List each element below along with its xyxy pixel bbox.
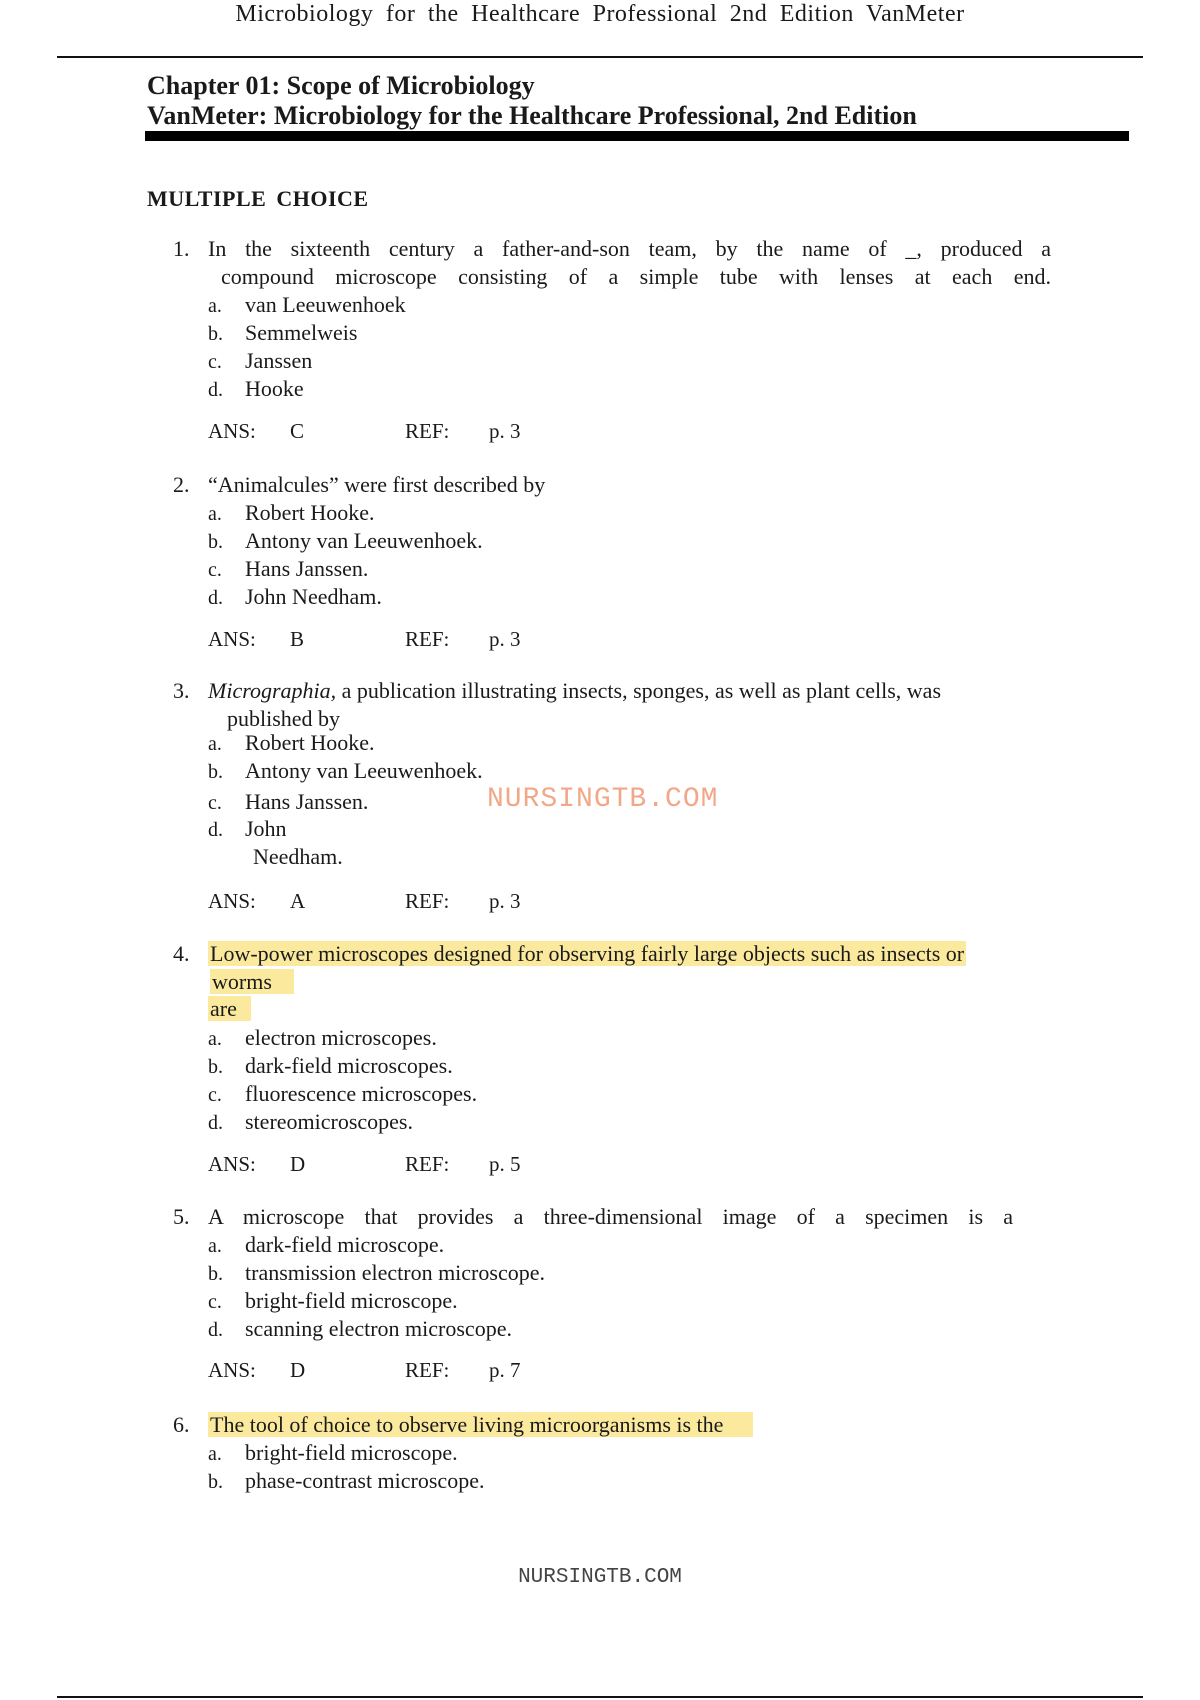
option-c[interactable] (208, 1287, 545, 1315)
option-text: Antony van Leeuwenhoek. (245, 758, 483, 783)
ref-label: REF: (405, 419, 450, 443)
question-number: 6. (173, 1412, 190, 1437)
option-c[interactable] (208, 1080, 477, 1108)
option-a[interactable] (208, 1231, 545, 1259)
question-stem-line (208, 995, 1058, 1023)
question-stem-line: In the sixteenth century a father-and-son team, by the name of _, produced a (208, 236, 1051, 261)
question-number: 2. (173, 472, 190, 497)
option-text: dark-field microscope. (245, 1232, 445, 1257)
ref-value: p. 3 (489, 889, 521, 913)
answer-line (208, 625, 521, 653)
option-text: Robert Hooke. (245, 500, 375, 525)
ref-label: REF: (405, 1152, 450, 1176)
option-letter: b. (208, 531, 223, 553)
option-text: Hooke (245, 376, 304, 401)
option-a[interactable] (208, 1024, 477, 1052)
option-b[interactable] (208, 319, 406, 347)
option-letter: d. (208, 1112, 223, 1134)
header-rule (57, 56, 1143, 58)
answer-value: D (290, 1152, 306, 1176)
options-list (208, 729, 483, 871)
option-a[interactable] (208, 729, 483, 757)
question-number: 4. (173, 941, 190, 966)
option-d[interactable] (208, 1315, 545, 1343)
question-stem-line: published by (227, 706, 341, 731)
question-stem-line (208, 677, 1058, 705)
option-letter: d. (208, 819, 223, 841)
option-letter: b. (208, 323, 223, 345)
option-text: Semmelweis (245, 320, 358, 345)
options-list (208, 499, 483, 611)
option-text: dark-field microscopes. (245, 1053, 453, 1078)
ref-label: REF: (405, 889, 450, 913)
heading-bar (145, 131, 1129, 141)
watermark: NURSINGTB.COM (487, 784, 719, 815)
answer-value: C (290, 419, 305, 443)
book-title: VanMeter: Microbiology for the Healthcare Professional, 2nd Edition (147, 101, 917, 130)
ref-value: p. 3 (489, 627, 521, 651)
option-b[interactable] (208, 527, 483, 555)
ref-value: p. 5 (489, 1152, 521, 1176)
option-letter: c. (208, 1291, 222, 1313)
ans-label: ANS: (208, 889, 256, 913)
option-text: John Needham. (245, 584, 382, 609)
option-a[interactable] (208, 1439, 484, 1467)
options-list (208, 1439, 484, 1495)
answer-line (208, 417, 521, 445)
option-text: John (245, 816, 287, 841)
option-text: Hans Janssen. (245, 556, 369, 581)
option-b[interactable] (208, 757, 483, 785)
question-stem-line (210, 968, 1060, 996)
option-text: Janssen (245, 348, 313, 373)
option-c[interactable] (208, 785, 483, 815)
option-c[interactable] (208, 555, 483, 583)
option-letter: a. (208, 1443, 222, 1465)
option-text: Hans Janssen. (245, 789, 369, 814)
option-text: van Leeuwenhoek (245, 292, 406, 317)
option-b[interactable] (208, 1467, 484, 1495)
book-title-italic: Micrographia, (208, 678, 337, 703)
option-letter: d. (208, 1319, 223, 1341)
answer-value: A (290, 889, 306, 913)
question-stem-line: A microscope that provides a three-dimensional image of a specimen is a (208, 1204, 1013, 1229)
answer-value: D (290, 1358, 306, 1382)
answer-line (208, 887, 521, 915)
option-text: Robert Hooke. (245, 730, 375, 755)
chapter-heading (147, 71, 1147, 131)
option-letter: b. (208, 1263, 223, 1285)
question-number: 1. (173, 236, 190, 261)
answer-value: B (290, 627, 305, 651)
option-d-continued: Needham. (253, 844, 343, 869)
option-letter: b. (208, 1471, 223, 1493)
question-stem-line: “Animalcules” were first described by (208, 472, 546, 497)
option-letter: c. (208, 559, 222, 581)
option-d[interactable] (208, 583, 483, 611)
section-title: MULTIPLE CHOICE (147, 186, 369, 211)
option-letter: c. (208, 351, 222, 373)
option-d[interactable] (208, 815, 483, 843)
question-number: 3. (173, 678, 190, 703)
options-list (208, 291, 406, 403)
option-letter: b. (208, 761, 223, 783)
ans-label: ANS: (208, 627, 256, 651)
chapter-title: Chapter 01: Scope of Microbiology (147, 71, 535, 100)
option-letter: a. (208, 1028, 222, 1050)
answer-line (208, 1150, 521, 1178)
option-c[interactable] (208, 347, 406, 375)
option-b[interactable] (208, 1259, 545, 1287)
highlighted-stem-text: worms (210, 969, 294, 994)
ref-label: REF: (405, 1358, 450, 1382)
ans-label: ANS: (208, 1152, 256, 1176)
ref-value: p. 7 (489, 1358, 521, 1382)
ref-label: REF: (405, 627, 450, 651)
ans-label: ANS: (208, 419, 256, 443)
option-text: phase-contrast microscope. (245, 1468, 485, 1493)
highlighted-stem-text: are (208, 996, 251, 1021)
option-letter: d. (208, 587, 223, 609)
footer-rule (57, 1696, 1143, 1698)
page-header: Microbiology for the Healthcare Professional 2nd Edition VanMeter (235, 1, 965, 27)
option-text: fluorescence microscopes. (245, 1081, 478, 1106)
option-b[interactable] (208, 1052, 477, 1080)
option-a[interactable] (208, 291, 406, 319)
option-d[interactable] (208, 1108, 477, 1136)
ref-value: p. 3 (489, 419, 521, 443)
option-letter: b. (208, 1056, 223, 1078)
option-letter: d. (208, 379, 223, 401)
question-number: 5. (173, 1204, 190, 1229)
option-letter: c. (208, 792, 222, 814)
option-text: transmission electron microscope. (245, 1260, 545, 1285)
option-text: stereomicroscopes. (245, 1109, 413, 1134)
option-d[interactable] (208, 375, 406, 403)
option-text: Antony van Leeuwenhoek. (245, 528, 483, 553)
option-letter: a. (208, 1235, 222, 1257)
option-text: bright-field microscope. (245, 1440, 458, 1465)
highlighted-stem-text: The tool of choice to observe living microorganisms is the (208, 1412, 753, 1437)
page-footer: NURSINGTB.COM (518, 1566, 682, 1589)
option-letter: a. (208, 503, 222, 525)
option-text: bright-field microscope. (245, 1288, 458, 1313)
answer-line (208, 1356, 521, 1384)
option-letter: a. (208, 733, 222, 755)
option-a[interactable] (208, 499, 483, 527)
options-list (208, 1231, 545, 1343)
question-stem-line (208, 1411, 1058, 1439)
highlighted-stem-text: Low-power microscopes designed for observing fairly large objects such as insects or (210, 941, 965, 966)
question-stem-text: a publication illustrating insects, sponges, as well as plant cells, was (341, 678, 942, 703)
option-text: scanning electron microscope. (245, 1316, 512, 1341)
option-letter: a. (208, 295, 222, 317)
question-stem-line (208, 940, 1088, 968)
option-text: electron microscopes. (245, 1025, 437, 1050)
option-letter: c. (208, 1084, 222, 1106)
ans-label: ANS: (208, 1358, 256, 1382)
question-stem-line: compound microscope consisting of a simple tube with lenses at each end. (221, 264, 1051, 289)
options-list (208, 1024, 477, 1136)
